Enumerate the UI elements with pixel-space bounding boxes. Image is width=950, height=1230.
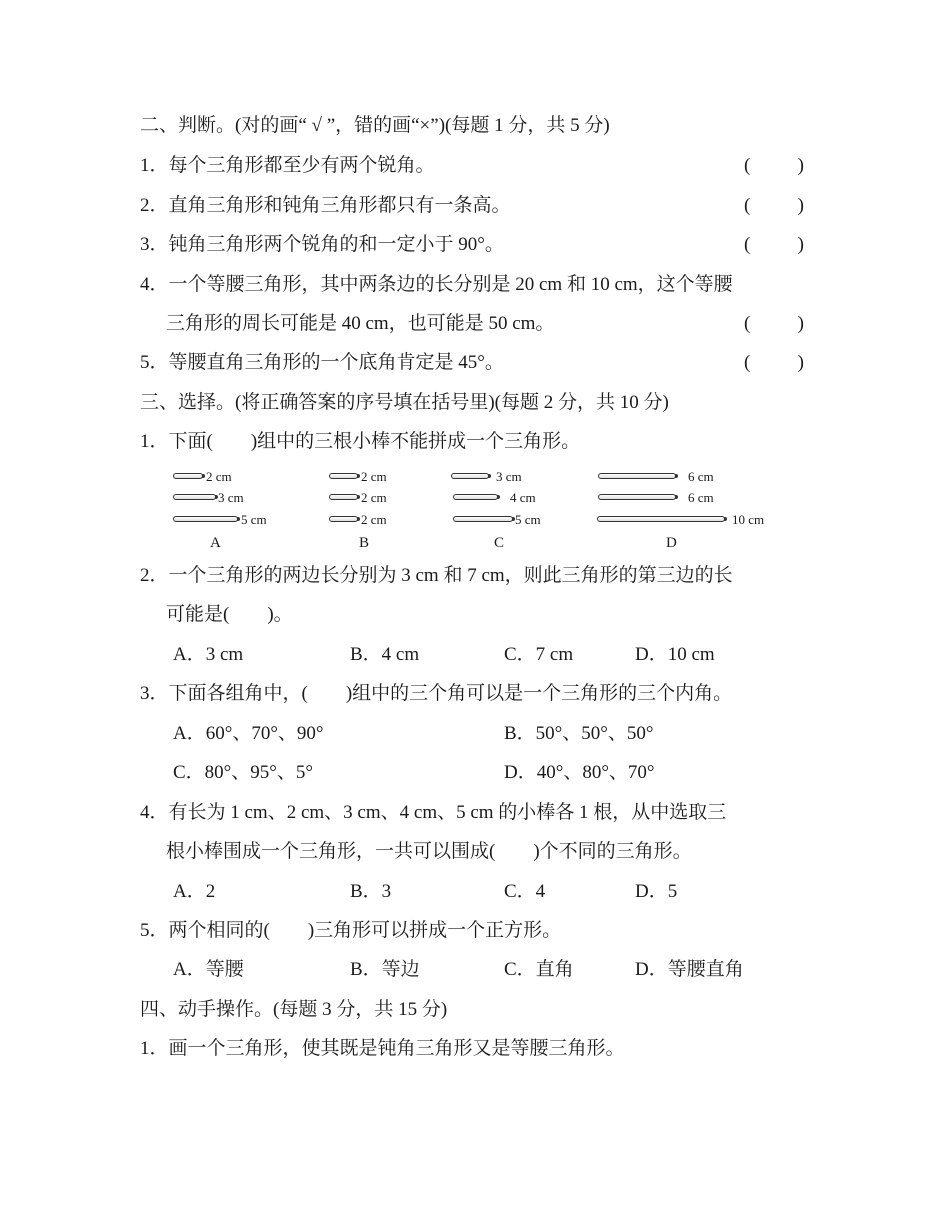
group-label-c: C — [494, 535, 505, 551]
answer-blank-4[interactable] — [744, 312, 804, 336]
choice-q4-cont: 根小棒围成一个三角形，一共可以围成( )个不同的三角形。 — [166, 841, 692, 862]
answer-blank-1[interactable] — [744, 154, 804, 178]
q5-option-a[interactable]: A．等腰 — [173, 959, 244, 980]
stick-a-3 — [173, 516, 238, 522]
judge-item-4: 4．一个等腰三角形，其中两条边的长分别是 20 cm 和 10 cm，这个等腰 — [140, 274, 733, 295]
stick-label: 2 cm — [361, 490, 387, 505]
paren-open: ( — [744, 234, 751, 255]
choice-q3: 3．下面各组角中，( )组中的三个角可以是一个三角形的三个内角。 — [140, 683, 733, 704]
paren-open: ( — [744, 155, 751, 176]
q2-option-d[interactable]: D．10 cm — [635, 644, 715, 665]
q2-option-b[interactable]: B．4 cm — [350, 644, 420, 665]
q2-option-c[interactable]: C．7 cm — [504, 644, 574, 665]
stick-label: 5 cm — [241, 512, 267, 527]
answer-blank-3[interactable] — [744, 233, 804, 257]
judge-item-4-cont: 三角形的周长可能是 40 cm，也可能是 50 cm。 — [166, 313, 555, 334]
judge-item-1: 1．每个三角形都至少有两个锐角。 — [140, 155, 435, 176]
group-label-a: A — [210, 535, 221, 551]
stick-label: 6 cm — [688, 490, 714, 505]
section-3-heading: 三、选择。(将正确答案的序号填在括号里)(每题 2 分，共 10 分) — [140, 392, 669, 413]
judge-item-5: 5．等腰直角三角形的一个底角肯定是 45°。 — [140, 352, 504, 373]
stick-label: 3 cm — [496, 469, 522, 484]
stick-label: 2 cm — [361, 512, 387, 527]
section-2-heading: 二、判断。(对的画“ √ ”，错的画“×”)(每题 1 分，共 5 分) — [140, 115, 610, 136]
choice-q2-cont: 可能是( )。 — [166, 604, 293, 625]
stick-label: 2 cm — [361, 469, 387, 484]
q4-option-c[interactable]: C．4 — [504, 881, 546, 902]
judge-item-2: 2．直角三角形和钝角三角形都只有一条高。 — [140, 195, 511, 216]
choice-q5: 5．两个相同的( )三角形可以拼成一个正方形。 — [140, 920, 562, 941]
stick-c-1 — [451, 473, 489, 479]
stick-b-1 — [329, 473, 358, 479]
q3-option-b[interactable]: B．50°、50°、50° — [504, 723, 654, 744]
q4-option-a[interactable]: A．2 — [173, 881, 216, 902]
judge-item-3: 3．钝角三角形两个锐角的和一定小于 90°。 — [140, 234, 504, 255]
stick-d-1 — [598, 473, 676, 479]
stick-label: 5 cm — [515, 512, 541, 527]
stick-a-1 — [173, 473, 203, 479]
paren-open: ( — [744, 313, 751, 334]
paren-close: ) — [797, 195, 804, 216]
stick-label: 10 cm — [732, 512, 765, 527]
stick-label: 4 cm — [510, 490, 536, 505]
choice-q4: 4．有长为 1 cm、2 cm、3 cm、4 cm、5 cm 的小棒各 1 根，从中选取三 — [140, 802, 727, 823]
stick-label: 6 cm — [688, 469, 714, 484]
stick-label: 2 cm — [206, 469, 232, 484]
operation-q1: 1．画一个三角形，使其既是钝角三角形又是等腰三角形。 — [140, 1038, 625, 1059]
paren-close: ) — [797, 313, 804, 334]
paren-open: ( — [744, 195, 751, 216]
q5-option-d[interactable]: D．等腰直角 — [635, 959, 744, 980]
q2-option-a[interactable]: A．3 cm — [173, 644, 244, 665]
q3-option-c[interactable]: C．80°、95°、5° — [173, 762, 313, 783]
section-4-heading: 四、动手操作。(每题 3 分，共 15 分) — [140, 999, 448, 1020]
choice-q2: 2．一个三角形的两边长分别为 3 cm 和 7 cm，则此三角形的第三边的长 — [140, 565, 733, 586]
paren-open: ( — [744, 352, 751, 373]
q3-option-a[interactable]: A．60°、70°、90° — [173, 723, 324, 744]
answer-blank-5[interactable] — [744, 351, 804, 375]
stick-b-3 — [329, 516, 358, 522]
stick-label: 3 cm — [218, 490, 244, 505]
choice-q1: 1．下面( )组中的三根小棒不能拼成一个三角形。 — [140, 431, 581, 452]
stick-d-2 — [598, 494, 676, 500]
q5-option-b[interactable]: B．等边 — [350, 959, 420, 980]
group-label-d: D — [666, 535, 677, 551]
stick-a-2 — [173, 494, 216, 500]
q4-option-b[interactable]: B．3 — [350, 881, 392, 902]
stick-c-2 — [453, 494, 498, 500]
paren-close: ) — [797, 234, 804, 255]
group-label-b: B — [359, 535, 370, 551]
stick-b-2 — [329, 494, 358, 500]
paren-close: ) — [797, 155, 804, 176]
q5-option-c[interactable]: C．直角 — [504, 959, 574, 980]
paren-close: ) — [797, 352, 804, 373]
answer-blank-2[interactable] — [744, 194, 804, 218]
stick-d-3 — [597, 516, 725, 522]
stick-c-3 — [453, 516, 513, 522]
q3-option-d[interactable]: D．40°、80°、70° — [504, 762, 655, 783]
q4-option-d[interactable]: D．5 — [635, 881, 678, 902]
